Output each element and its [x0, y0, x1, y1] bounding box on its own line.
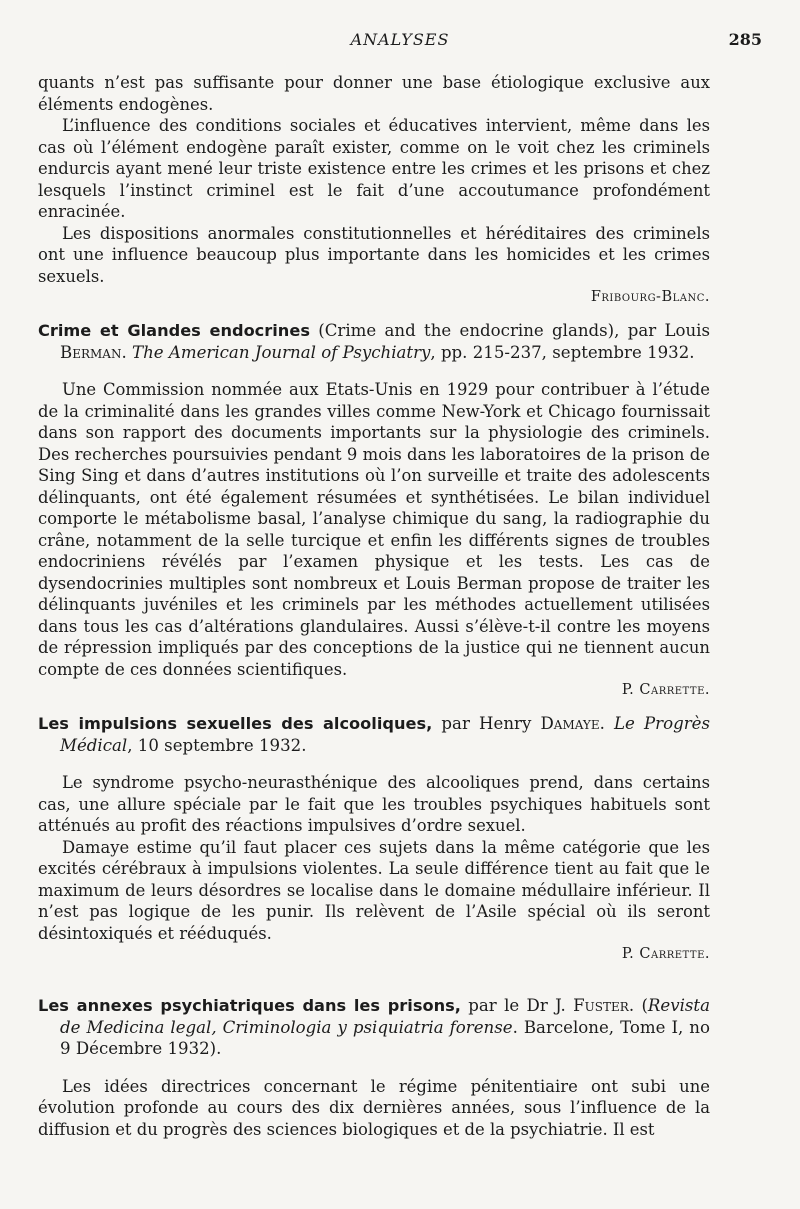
review-author: Damaye	[540, 714, 600, 733]
review-journal: The American Journal of Psychiatry	[132, 342, 431, 362]
review-author: Berman	[60, 342, 122, 362]
review-ref-open: . (	[628, 996, 648, 1015]
review-heading	[38, 995, 710, 1060]
paragraph-continuation: quants n’est pas suffisante pour donner une base étiologique exclusive aux éléments endogènes.	[38, 73, 710, 114]
review-heading: Crime et Glandes endocrines (Crime and the endocrine glands), par Louis Berman. The American Journal of Psychiatry, pp. 215-237, septembre 1932.	[38, 321, 710, 362]
reviewer-signature: Fribourg-Blanc.	[590, 289, 710, 305]
reviewer-signature: P. Carrette.	[621, 682, 710, 698]
paragraph: Les dispositions anormales constitutionnelles et héréditaires des criminels ont une influence beaucoup plus importante dans les homicides et les crimes sexuels.	[38, 223, 710, 286]
review-author: Fuster	[573, 996, 629, 1015]
page-header	[38, 30, 762, 54]
review-title: Crime et Glandes endocrines	[38, 321, 310, 340]
reviewer-signature: P. Carrette.	[621, 946, 710, 962]
review-title: Les impulsions sexuelles des alcooliques,	[38, 714, 433, 733]
review-reference: , 10 septembre 1932.	[127, 735, 307, 755]
review-journal: Le Progrès Médical	[60, 714, 711, 755]
review-body: Le syndrome psycho-neurasthénique des alcooliques prend, dans certains cas, une allure spéciale par le fait que les troubles psychiques habituels sont atténués au profit des réactions impulsives d’ordre sexuel.	[38, 773, 710, 835]
review-body: Damaye estime qu’il faut placer ces sujets dans la même catégorie que les excités cérébraux à impulsions violentes. La seule différence tient au fait que le maximum de leurs désordres se localise dans le domaine médullaire inférieur. Il n’est pas logique de les punir. Ils relèvent de l’Asile spécial où ils seront désintoxiqués et rééduqués.	[38, 837, 710, 943]
review-body: Les idées directrices concernant le régime pénitentiaire ont subi une évolution profonde au cours des dix dernières années, sous l’influence de la diffusion et du progrès des sciences biologiques et de la psychiatrie. Il est	[38, 1076, 710, 1139]
page-content	[38, 72, 710, 1140]
review-title-rest: (Crime and the endocrine glands), par Louis	[309, 321, 710, 340]
review-reference: , pp. 215-237, septembre 1932.	[430, 342, 695, 362]
paragraph: L’influence des conditions sociales et éducatives intervient, même dans les cas où l’élément endogène paraît exister, comme on le voit chez les criminels endurcis ayant mené leur triste existence entre les crimes et les prisons et chez lesquels l’instinct criminel est le fait d’une accoutumance profondément enracinée.	[38, 116, 710, 221]
page-number: 285	[728, 30, 762, 49]
review-title-rest: par le Dr J.	[460, 996, 574, 1015]
running-title: ANALYSES	[350, 30, 450, 49]
review-reference: . Barcelone, Tome I, no 9 Décembre 1932).	[60, 1017, 710, 1058]
review-journal: Revista de Medicina legal, Criminologia y psiquiatria forense	[60, 996, 710, 1037]
review-heading: Les impulsions sexuelles des alcooliques, par Henry Damaye. Le Progrès Médical, 10 septembre 1932.	[38, 714, 711, 755]
review-title-rest: par Henry	[432, 714, 541, 733]
review-title: Les annexes psychiatriques dans les prisons,	[38, 996, 461, 1015]
review-body: Une Commission nommée aux Etats-Unis en 1929 pour contribuer à l’étude de la criminalité dans les grandes villes comme New-York et Chicago fournissait dans son rapport des documents importants sur la physiologie des criminels. Des recherches poursuivies pendant 9 mois dans les laboratoires de la prison de Sing Sing et dans d’autres institutions où l’on surveille et traite des adolescents délinquants, ont été également résumées et synthétisées. Le bilan individuel comporte le métabolisme basal, l’analyse chimique du sang, la radiographie du crâne, notamment de la selle turcique et enfin les différents signes de troubles endocriniens révélés par l’examen physique et les tests. Les cas de dysendocrinies multiples sont nombreux et Louis Berman propose de traiter les délinquants juvéniles et les criminels par les méthodes actuellement utilisées dans tous les cas d’altérations glandulaires. Aussi s’élève-t-il contre les moyens de répression impliqués par des conceptions de la justice qui ne tiennent aucun compte de ces données scientifiques.	[38, 380, 710, 679]
